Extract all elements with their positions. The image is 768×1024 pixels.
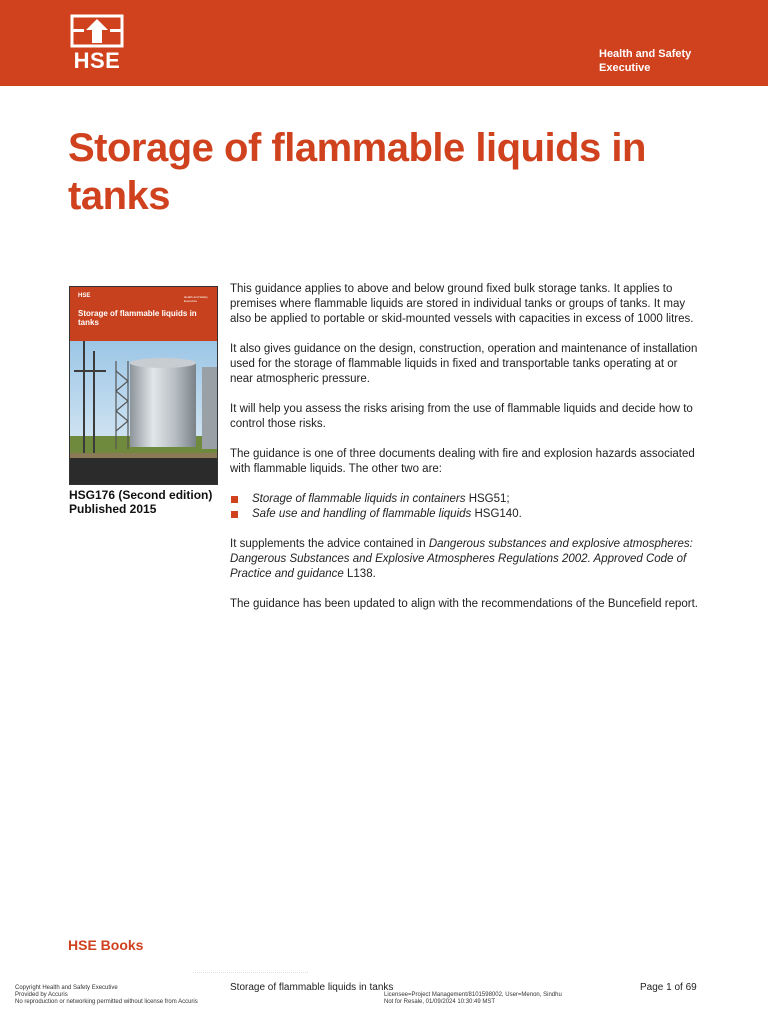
licensee-line: Licensee=Project Management/8101598002, User=Menon, Sindhu xyxy=(384,992,562,998)
footer-divider xyxy=(193,972,308,973)
paragraph-buncefield: The guidance has been updated to align with the recommendations of the Buncefield report. xyxy=(230,598,698,610)
related-documents-list xyxy=(230,492,700,522)
bullet-square-icon xyxy=(231,496,238,503)
cover-logo: HSE xyxy=(78,293,91,299)
footer-copyright xyxy=(15,985,245,1006)
org-line-1: Health and Safety xyxy=(599,48,692,60)
document-title: Safe use and handling of flammable liquids xyxy=(252,508,472,520)
cover-org-line-1: Health and Safety xyxy=(184,295,208,299)
list-item xyxy=(230,492,700,507)
hse-logo xyxy=(66,14,128,72)
publication-cover-image xyxy=(69,286,218,485)
paragraph-risks: It will help you assess the risks arising from the use of flammable liquids and decide how to control those risks. xyxy=(230,403,693,430)
paragraph-design: It also gives guidance on the design, construction, operation and maintenance of installation used for the storage of flammable liquids in fixed and transportable tanks operating at or near atmospheric pressure. xyxy=(230,343,698,385)
storage-tank-photo xyxy=(70,341,217,484)
document-code: HSG51; xyxy=(465,493,510,505)
organisation-name xyxy=(599,47,749,75)
paragraph-scope: This guidance applies to above and below ground fixed bulk storage tanks. It applies to premises where flammable liquids are stored in individual tanks or groups of tanks. It may also be applied to portable or skid-mounted vessels with capacities in excess of 1000 litres. xyxy=(230,283,694,325)
publication-caption: HSG176 (Second edition) Published 2015 xyxy=(69,488,213,516)
logo-text: HSE xyxy=(73,48,121,73)
document-title: Storage of flammable liquids in containers xyxy=(252,493,466,505)
page-title: Storage of flammable liquids in tanks xyxy=(68,126,646,218)
supplements-intro: It supplements the advice contained in xyxy=(230,538,429,550)
header-banner xyxy=(0,0,768,86)
acop-code: L138. xyxy=(343,568,376,580)
cover-org-line-2: Executive xyxy=(184,299,198,303)
hse-emblem-icon xyxy=(66,14,128,48)
list-item xyxy=(230,507,700,522)
page-number: Page 1 of 69 xyxy=(640,982,697,993)
license-line: No reproduction or networking permitted without license from Accuris xyxy=(15,999,198,1005)
paragraph-supplements xyxy=(230,537,700,582)
bullet-square-icon xyxy=(231,511,238,518)
document-code: HSG140. xyxy=(471,508,522,520)
footer-licensee xyxy=(384,992,614,1006)
publisher-name: HSE Books xyxy=(68,937,144,953)
acop-title: Dangerous substances and explosive atmospheres: Dangerous Substances and Explosive Atmospheres Regulations 2002. Approved Code of Practice and guidance xyxy=(230,538,693,580)
paragraph-related: The guidance is one of three documents dealing with fire and explosion hazards associated with flammable liquids. The other two are: xyxy=(230,448,695,475)
org-line-2: Executive xyxy=(599,62,651,74)
cover-title: Storage of flammable liquids in tanks xyxy=(78,309,197,327)
footer-document-title: Storage of flammable liquids in tanks xyxy=(230,982,394,993)
description-text xyxy=(230,282,700,627)
cover-org xyxy=(184,295,212,303)
resale-line: Not for Resale, 01/09/2024 10:30:49 MST xyxy=(384,999,496,1005)
provider-line: Provided by Accuris xyxy=(15,992,68,998)
copyright-line: Copyright Health and Safety Executive xyxy=(15,985,118,991)
